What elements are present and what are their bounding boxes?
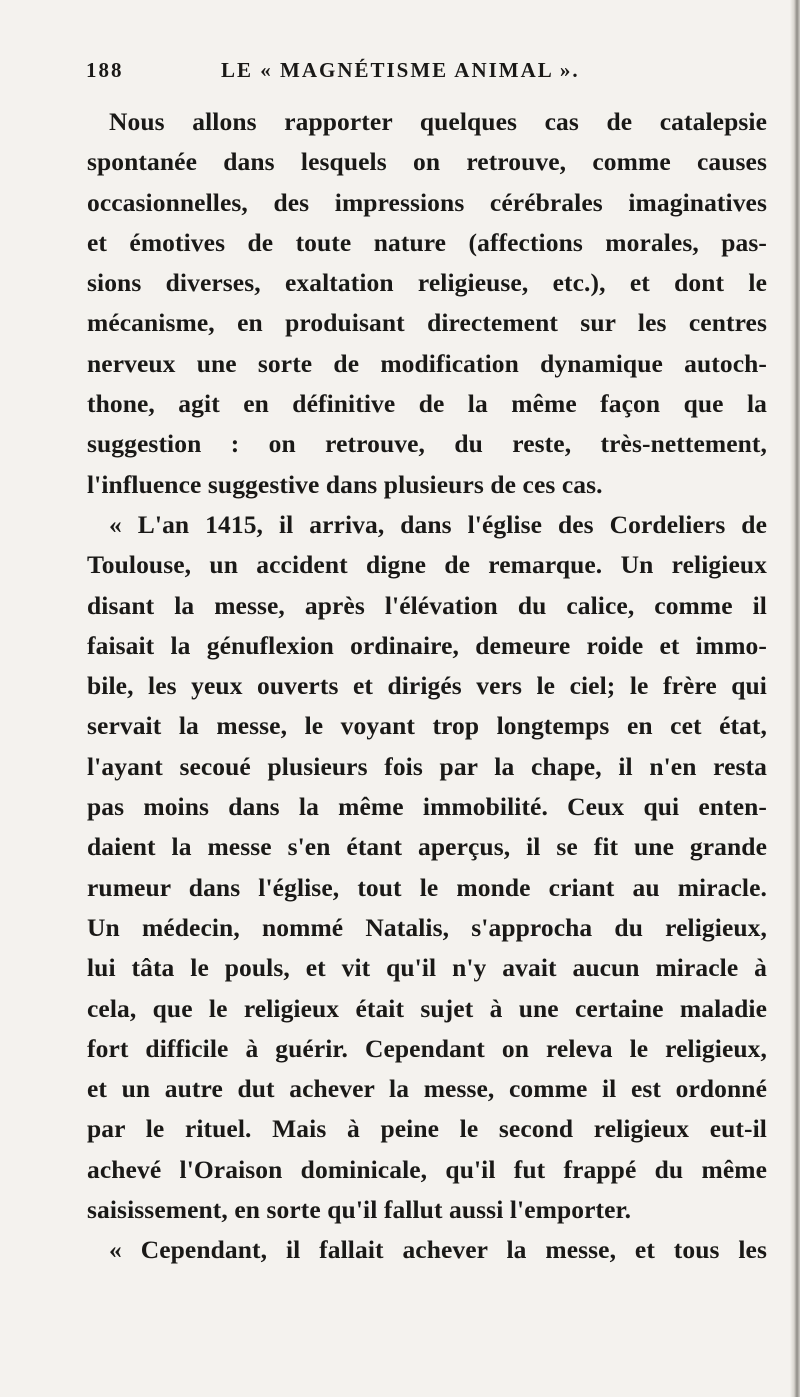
text-line: lui tâta le pouls, et vit qu'il n'y avait aucun miracle à bbox=[87, 953, 767, 983]
text-line: achevé l'Oraison dominicale, qu'il fut frappé du même bbox=[87, 1154, 767, 1184]
text-line: pas moins dans la même immobilité. Ceux qui enten- bbox=[87, 792, 767, 822]
text-line: l'ayant secoué plusieurs fois par la chape, il n'en resta bbox=[87, 751, 767, 781]
text-line: sions diverses, exaltation religieuse, etc.), et dont le bbox=[87, 268, 767, 298]
text-line: servait la messe, le voyant trop longtemps en cet état, bbox=[87, 711, 767, 741]
text-line: bile, les yeux ouverts et dirigés vers le ciel; le frère qui bbox=[87, 671, 767, 701]
text-line: et émotives de toute nature (affections morales, pas- bbox=[87, 227, 767, 257]
text-line: fort difficile à guérir. Cependant on releva le religieux, bbox=[87, 1033, 767, 1063]
text-line: et un autre dut achever la messe, comme il est ordonné bbox=[87, 1074, 767, 1104]
page-edge-shadow bbox=[790, 0, 800, 1397]
text-line: l'influence suggestive dans plusieurs de ces cas. bbox=[87, 469, 603, 499]
text-line: disant la messe, après l'élévation du calice, comme il bbox=[87, 590, 767, 620]
text-line: spontanée dans lesquels on retrouve, comme causes bbox=[87, 147, 767, 177]
text-line: par le rituel. Mais à peine le second religieux eut-il bbox=[87, 1114, 767, 1144]
page-number: 188 bbox=[86, 58, 124, 82]
text-line: Nous allons rapporter quelques cas de catalepsie bbox=[109, 107, 767, 136]
text-line: faisait la génuflexion ordinaire, demeure roide et immo- bbox=[87, 630, 767, 660]
text-line: Un médecin, nommé Natalis, s'approcha du religieux, bbox=[87, 912, 767, 942]
text-line: mécanisme, en produisant directement sur les centres bbox=[87, 308, 767, 338]
text-line: occasionnelles, des impressions cérébrales imaginatives bbox=[87, 187, 767, 217]
page-header bbox=[86, 58, 766, 88]
text-line: suggestion : on retrouve, du reste, très-nettement, bbox=[87, 429, 767, 459]
text-line: « Cependant, il fallait achever la messe, et tous les bbox=[109, 1235, 767, 1265]
text-line: thone, agit en définitive de la même façon que la bbox=[87, 389, 767, 419]
text-line: rumeur dans l'église, tout le monde criant au miracle. bbox=[87, 872, 767, 902]
text-line: nerveux une sorte de modification dynamique autoch- bbox=[87, 348, 767, 378]
text-line: cela, que le religieux était sujet à une certaine maladie bbox=[87, 993, 767, 1023]
running-title: LE « MAGNÉTISME ANIMAL ». bbox=[221, 58, 580, 82]
body-text bbox=[87, 102, 767, 1271]
text-line: « L'an 1415, il arriva, dans l'église des Cordeliers de bbox=[109, 509, 767, 539]
text-line: Toulouse, un accident digne de remarque. Un religieux bbox=[87, 550, 767, 580]
text-line: daient la messe s'en étant aperçus, il se fit une grande bbox=[87, 832, 767, 862]
text-line: saisissement, en sorte qu'il fallut aussi l'emporter. bbox=[87, 1195, 632, 1225]
